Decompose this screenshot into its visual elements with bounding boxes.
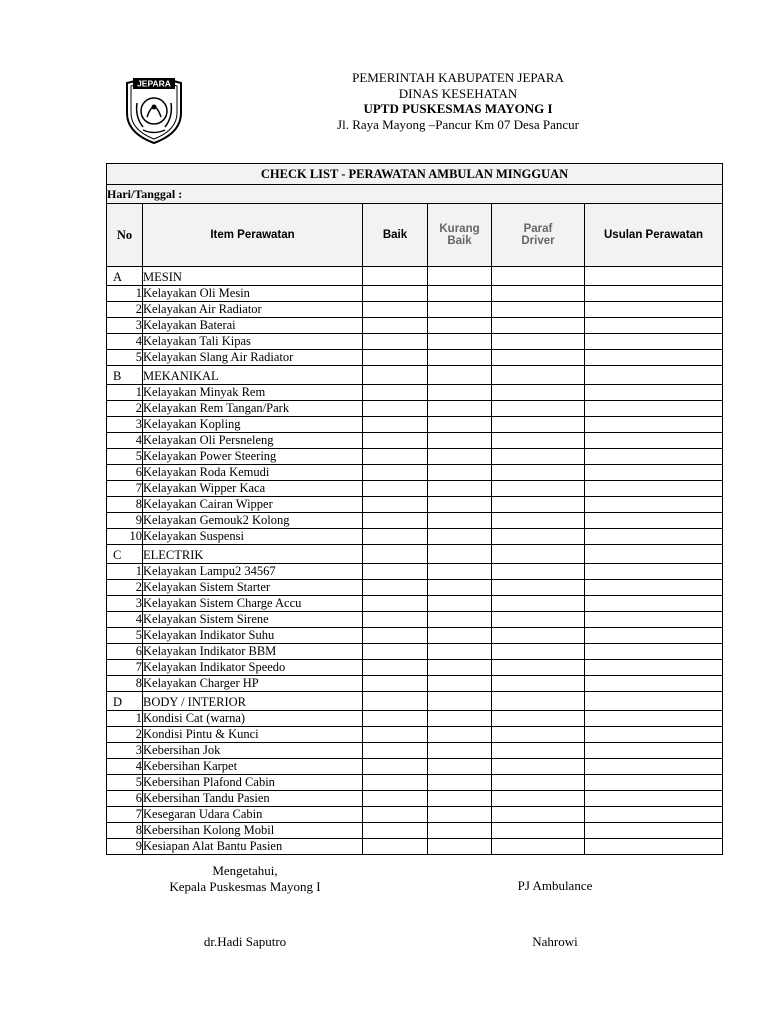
item-number: 5 bbox=[107, 449, 143, 465]
kurang-baik-check-cell[interactable] bbox=[428, 385, 492, 401]
blank-cell bbox=[363, 267, 428, 286]
usulan-perawatan-cell[interactable] bbox=[585, 727, 723, 743]
kurang-baik-check-cell[interactable] bbox=[428, 513, 492, 529]
baik-check-cell[interactable] bbox=[363, 660, 428, 676]
usulan-perawatan-cell[interactable] bbox=[585, 385, 723, 401]
paraf-driver-cell[interactable] bbox=[492, 433, 585, 449]
kurang-baik-check-cell[interactable] bbox=[428, 286, 492, 302]
signature-left bbox=[150, 863, 340, 894]
blank-cell bbox=[585, 692, 723, 711]
svg-text:JEPARA: JEPARA bbox=[137, 78, 171, 89]
item-number: 10 bbox=[107, 529, 143, 545]
table-row bbox=[107, 529, 723, 545]
paraf-driver-cell[interactable] bbox=[492, 644, 585, 660]
usulan-perawatan-cell[interactable] bbox=[585, 580, 723, 596]
paraf-driver-cell[interactable] bbox=[492, 580, 585, 596]
table-row bbox=[107, 580, 723, 596]
item-number: 5 bbox=[107, 775, 143, 791]
kurang-baik-check-cell[interactable] bbox=[428, 401, 492, 417]
column-header-usulan: Usulan Perawatan bbox=[585, 204, 723, 267]
table-row bbox=[107, 334, 723, 350]
paraf-driver-cell[interactable] bbox=[492, 596, 585, 612]
table-row bbox=[107, 286, 723, 302]
item-number: 9 bbox=[107, 513, 143, 529]
usulan-perawatan-cell[interactable] bbox=[585, 612, 723, 628]
baik-check-cell[interactable] bbox=[363, 644, 428, 660]
baik-check-cell[interactable] bbox=[363, 513, 428, 529]
item-label: Kelayakan Slang Air Radiator bbox=[143, 350, 363, 366]
paraf-driver-cell[interactable] bbox=[492, 727, 585, 743]
item-label: Kelayakan Lampu2 34567 bbox=[143, 564, 363, 580]
usulan-perawatan-cell[interactable] bbox=[585, 676, 723, 692]
blank-cell bbox=[363, 545, 428, 564]
signature-right-name: Nahrowi bbox=[532, 934, 578, 949]
blank-cell bbox=[492, 692, 585, 711]
usulan-perawatan-cell[interactable] bbox=[585, 759, 723, 775]
usulan-perawatan-cell[interactable] bbox=[585, 401, 723, 417]
table-row bbox=[107, 791, 723, 807]
usulan-perawatan-cell[interactable] bbox=[585, 791, 723, 807]
usulan-perawatan-cell[interactable] bbox=[585, 334, 723, 350]
item-number: 1 bbox=[107, 286, 143, 302]
item-number: 1 bbox=[107, 564, 143, 580]
baik-check-cell[interactable] bbox=[363, 628, 428, 644]
item-label: Kebersihan Plafond Cabin bbox=[143, 775, 363, 791]
usulan-perawatan-cell[interactable] bbox=[585, 660, 723, 676]
section-name: MESIN bbox=[143, 267, 363, 286]
paraf-driver-cell[interactable] bbox=[492, 807, 585, 823]
item-number: 8 bbox=[107, 676, 143, 692]
section-code: B bbox=[107, 366, 143, 385]
paraf-driver-cell[interactable] bbox=[492, 529, 585, 545]
kurang-baik-check-cell[interactable] bbox=[428, 791, 492, 807]
usulan-perawatan-cell[interactable] bbox=[585, 711, 723, 727]
item-label: Kelayakan Roda Kemudi bbox=[143, 465, 363, 481]
table-row bbox=[107, 727, 723, 743]
baik-check-cell[interactable] bbox=[363, 823, 428, 839]
baik-check-cell[interactable] bbox=[363, 318, 428, 334]
baik-check-cell[interactable] bbox=[363, 417, 428, 433]
usulan-perawatan-cell[interactable] bbox=[585, 596, 723, 612]
table-row bbox=[107, 318, 723, 334]
item-number: 3 bbox=[107, 743, 143, 759]
date-label: Hari/Tanggal : bbox=[107, 185, 723, 204]
column-header-row bbox=[107, 204, 723, 267]
kurang-baik-check-cell[interactable] bbox=[428, 676, 492, 692]
paraf-driver-cell[interactable] bbox=[492, 318, 585, 334]
kurang-baik-check-cell[interactable] bbox=[428, 564, 492, 580]
item-label: Kelayakan Wipper Kaca bbox=[143, 481, 363, 497]
paraf-driver-cell[interactable] bbox=[492, 759, 585, 775]
kurang-baik-check-cell[interactable] bbox=[428, 807, 492, 823]
kurang-baik-check-cell[interactable] bbox=[428, 433, 492, 449]
usulan-perawatan-cell[interactable] bbox=[585, 628, 723, 644]
table-row bbox=[107, 660, 723, 676]
kurang-baik-check-cell[interactable] bbox=[428, 743, 492, 759]
item-label: Kondisi Cat (warna) bbox=[143, 711, 363, 727]
date-row bbox=[107, 185, 723, 204]
item-label: Kelayakan Kopling bbox=[143, 417, 363, 433]
blank-cell bbox=[585, 267, 723, 286]
kurang-baik-check-cell[interactable] bbox=[428, 628, 492, 644]
usulan-perawatan-cell[interactable] bbox=[585, 839, 723, 855]
paraf-driver-cell[interactable] bbox=[492, 676, 585, 692]
baik-check-cell[interactable] bbox=[363, 481, 428, 497]
table-row bbox=[107, 612, 723, 628]
baik-check-cell[interactable] bbox=[363, 385, 428, 401]
usulan-perawatan-cell[interactable] bbox=[585, 775, 723, 791]
item-number: 6 bbox=[107, 644, 143, 660]
paraf-driver-cell[interactable] bbox=[492, 449, 585, 465]
table-row bbox=[107, 596, 723, 612]
table-row bbox=[107, 401, 723, 417]
baik-check-cell[interactable] bbox=[363, 775, 428, 791]
baik-check-cell[interactable] bbox=[363, 676, 428, 692]
table-row bbox=[107, 775, 723, 791]
section-name: ELECTRIK bbox=[143, 545, 363, 564]
blank-cell bbox=[428, 267, 492, 286]
usulan-perawatan-cell[interactable] bbox=[585, 481, 723, 497]
column-header-paraf-driver: Paraf Driver bbox=[492, 204, 585, 267]
usulan-perawatan-cell[interactable] bbox=[585, 564, 723, 580]
table-row bbox=[107, 513, 723, 529]
blank-cell bbox=[428, 692, 492, 711]
blank-cell bbox=[428, 545, 492, 564]
table-row bbox=[107, 711, 723, 727]
item-label: Kelayakan Gemouk2 Kolong bbox=[143, 513, 363, 529]
item-label: Kelayakan Tali Kipas bbox=[143, 334, 363, 350]
checklist-title: CHECK LIST - PERAWATAN AMBULAN MINGGUAN bbox=[107, 164, 723, 185]
table-row bbox=[107, 465, 723, 481]
paraf-driver-cell[interactable] bbox=[492, 612, 585, 628]
item-label: Kebersihan Tandu Pasien bbox=[143, 791, 363, 807]
paraf-driver-cell[interactable] bbox=[492, 302, 585, 318]
usulan-perawatan-cell[interactable] bbox=[585, 497, 723, 513]
section-name: MEKANIKAL bbox=[143, 366, 363, 385]
usulan-perawatan-cell[interactable] bbox=[585, 449, 723, 465]
kurang-baik-check-cell[interactable] bbox=[428, 660, 492, 676]
kurang-baik-check-cell[interactable] bbox=[428, 497, 492, 513]
table-row bbox=[107, 417, 723, 433]
table-row bbox=[107, 743, 723, 759]
kurang-baik-check-cell[interactable] bbox=[428, 839, 492, 855]
table-row bbox=[107, 644, 723, 660]
baik-check-cell[interactable] bbox=[363, 580, 428, 596]
paraf-driver-cell[interactable] bbox=[492, 465, 585, 481]
table-row bbox=[107, 385, 723, 401]
table-row bbox=[107, 497, 723, 513]
kurang-baik-check-cell[interactable] bbox=[428, 334, 492, 350]
usulan-perawatan-cell[interactable] bbox=[585, 644, 723, 660]
health-center-name: UPTD PUSKESMAS MAYONG I bbox=[363, 101, 553, 116]
acknowledged-label: Mengetahui, bbox=[212, 863, 278, 878]
item-label: Kelayakan Power Steering bbox=[143, 449, 363, 465]
paraf-driver-cell[interactable] bbox=[492, 628, 585, 644]
head-title: Kepala Puskesmas Mayong I bbox=[169, 878, 321, 894]
item-number: 3 bbox=[107, 318, 143, 334]
column-header-kurang-baik: Kurang Baik bbox=[428, 204, 492, 267]
table-row bbox=[107, 823, 723, 839]
paraf-driver-cell[interactable] bbox=[492, 564, 585, 580]
table-row bbox=[107, 449, 723, 465]
paraf-driver-cell[interactable] bbox=[492, 401, 585, 417]
baik-check-cell[interactable] bbox=[363, 433, 428, 449]
item-number: 2 bbox=[107, 727, 143, 743]
kurang-baik-check-cell[interactable] bbox=[428, 449, 492, 465]
blank-cell bbox=[428, 366, 492, 385]
usulan-perawatan-cell[interactable] bbox=[585, 302, 723, 318]
item-label: Kelayakan Oli Persneleng bbox=[143, 433, 363, 449]
baik-check-cell[interactable] bbox=[363, 302, 428, 318]
column-header-no: No bbox=[107, 204, 143, 267]
paraf-driver-cell[interactable] bbox=[492, 839, 585, 855]
usulan-perawatan-cell[interactable] bbox=[585, 433, 723, 449]
item-label: Kelayakan Indikator Speedo bbox=[143, 660, 363, 676]
paraf-driver-cell[interactable] bbox=[492, 791, 585, 807]
baik-check-cell[interactable] bbox=[363, 350, 428, 366]
usulan-perawatan-cell[interactable] bbox=[585, 529, 723, 545]
column-header-item: Item Perawatan bbox=[143, 204, 363, 267]
baik-check-cell[interactable] bbox=[363, 596, 428, 612]
paraf-driver-cell[interactable] bbox=[492, 823, 585, 839]
item-label: Kesegaran Udara Cabin bbox=[143, 807, 363, 823]
baik-check-cell[interactable] bbox=[363, 727, 428, 743]
blank-cell bbox=[585, 545, 723, 564]
kurang-baik-check-cell[interactable] bbox=[428, 711, 492, 727]
item-label: Kondisi Pintu & Kunci bbox=[143, 727, 363, 743]
item-label: Kebersihan Jok bbox=[143, 743, 363, 759]
kurang-baik-check-cell[interactable] bbox=[428, 481, 492, 497]
usulan-perawatan-cell[interactable] bbox=[585, 807, 723, 823]
paraf-driver-cell[interactable] bbox=[492, 417, 585, 433]
item-number: 7 bbox=[107, 807, 143, 823]
table-row bbox=[107, 302, 723, 318]
paraf-driver-cell[interactable] bbox=[492, 497, 585, 513]
kurang-baik-check-cell[interactable] bbox=[428, 580, 492, 596]
kurang-baik-check-cell[interactable] bbox=[428, 417, 492, 433]
item-number: 3 bbox=[107, 417, 143, 433]
item-label: Kelayakan Indikator Suhu bbox=[143, 628, 363, 644]
item-number: 4 bbox=[107, 612, 143, 628]
letterhead bbox=[260, 70, 656, 132]
usulan-perawatan-cell[interactable] bbox=[585, 286, 723, 302]
checklist-title-row bbox=[107, 164, 723, 185]
blank-cell bbox=[363, 692, 428, 711]
item-label: Kelayakan Sistem Charge Accu bbox=[143, 596, 363, 612]
item-number: 4 bbox=[107, 433, 143, 449]
section-code: C bbox=[107, 545, 143, 564]
table-row bbox=[107, 350, 723, 366]
item-number: 4 bbox=[107, 759, 143, 775]
blank-cell bbox=[492, 545, 585, 564]
item-number: 7 bbox=[107, 660, 143, 676]
item-number: 3 bbox=[107, 596, 143, 612]
paraf-driver-cell[interactable] bbox=[492, 385, 585, 401]
section-row bbox=[107, 545, 723, 564]
item-label: Kelayakan Indikator BBM bbox=[143, 644, 363, 660]
address: Jl. Raya Mayong –Pancur Km 07 Desa Pancur bbox=[337, 116, 579, 132]
item-label: Kelayakan Charger HP bbox=[143, 676, 363, 692]
usulan-perawatan-cell[interactable] bbox=[585, 417, 723, 433]
paraf-driver-cell[interactable] bbox=[492, 743, 585, 759]
baik-check-cell[interactable] bbox=[363, 401, 428, 417]
section-code: A bbox=[107, 267, 143, 286]
baik-check-cell[interactable] bbox=[363, 449, 428, 465]
signature-right bbox=[480, 878, 630, 894]
item-number: 6 bbox=[107, 791, 143, 807]
baik-check-cell[interactable] bbox=[363, 759, 428, 775]
department-name: DINAS KESEHATAN bbox=[398, 85, 518, 101]
baik-check-cell[interactable] bbox=[363, 807, 428, 823]
pj-title: PJ Ambulance bbox=[517, 878, 593, 893]
item-label: Kelayakan Sistem Sirene bbox=[143, 612, 363, 628]
paraf-driver-cell[interactable] bbox=[492, 711, 585, 727]
item-number: 1 bbox=[107, 385, 143, 401]
kurang-baik-check-cell[interactable] bbox=[428, 644, 492, 660]
kurang-baik-check-cell[interactable] bbox=[428, 759, 492, 775]
item-number: 9 bbox=[107, 839, 143, 855]
paraf-driver-cell[interactable] bbox=[492, 513, 585, 529]
table-row bbox=[107, 564, 723, 580]
item-number: 1 bbox=[107, 711, 143, 727]
signature-left-name: dr.Hadi Saputro bbox=[203, 934, 287, 949]
item-label: Kesiapan Alat Bantu Pasien bbox=[143, 839, 363, 855]
item-label: Kelayakan Baterai bbox=[143, 318, 363, 334]
kurang-baik-check-cell[interactable] bbox=[428, 775, 492, 791]
item-number: 8 bbox=[107, 497, 143, 513]
section-code: D bbox=[107, 692, 143, 711]
item-number: 8 bbox=[107, 823, 143, 839]
baik-check-cell[interactable] bbox=[363, 497, 428, 513]
kurang-baik-check-cell[interactable] bbox=[428, 529, 492, 545]
blank-cell bbox=[492, 267, 585, 286]
table-row bbox=[107, 759, 723, 775]
kurang-baik-check-cell[interactable] bbox=[428, 465, 492, 481]
item-label: Kelayakan Suspensi bbox=[143, 529, 363, 545]
baik-check-cell[interactable] bbox=[363, 529, 428, 545]
usulan-perawatan-cell[interactable] bbox=[585, 513, 723, 529]
baik-check-cell[interactable] bbox=[363, 612, 428, 628]
government-name: PEMERINTAH KABUPATEN JEPARA bbox=[352, 70, 564, 85]
kurang-baik-check-cell[interactable] bbox=[428, 302, 492, 318]
item-number: 2 bbox=[107, 302, 143, 318]
item-label: Kelayakan Cairan Wipper bbox=[143, 497, 363, 513]
jepara-emblem-logo bbox=[121, 73, 187, 145]
item-label: Kelayakan Air Radiator bbox=[143, 302, 363, 318]
item-label: Kebersihan Karpet bbox=[143, 759, 363, 775]
kurang-baik-check-cell[interactable] bbox=[428, 612, 492, 628]
paraf-driver-cell[interactable] bbox=[492, 334, 585, 350]
usulan-perawatan-cell[interactable] bbox=[585, 318, 723, 334]
table-row bbox=[107, 839, 723, 855]
table-row bbox=[107, 676, 723, 692]
kurang-baik-check-cell[interactable] bbox=[428, 318, 492, 334]
kurang-baik-check-cell[interactable] bbox=[428, 596, 492, 612]
paraf-driver-cell[interactable] bbox=[492, 660, 585, 676]
item-number: 6 bbox=[107, 465, 143, 481]
baik-check-cell[interactable] bbox=[363, 564, 428, 580]
section-name: BODY / INTERIOR bbox=[143, 692, 363, 711]
item-label: Kebersihan Kolong Mobil bbox=[143, 823, 363, 839]
item-label: Kelayakan Minyak Rem bbox=[143, 385, 363, 401]
paraf-driver-cell[interactable] bbox=[492, 350, 585, 366]
usulan-perawatan-cell[interactable] bbox=[585, 823, 723, 839]
usulan-perawatan-cell[interactable] bbox=[585, 350, 723, 366]
section-row bbox=[107, 366, 723, 385]
item-number: 2 bbox=[107, 580, 143, 596]
blank-cell bbox=[363, 366, 428, 385]
baik-check-cell[interactable] bbox=[363, 839, 428, 855]
item-label: Kelayakan Rem Tangan/Park bbox=[143, 401, 363, 417]
item-number: 4 bbox=[107, 334, 143, 350]
paraf-driver-cell[interactable] bbox=[492, 286, 585, 302]
item-number: 5 bbox=[107, 350, 143, 366]
section-row bbox=[107, 267, 723, 286]
table-row bbox=[107, 807, 723, 823]
item-label: Kelayakan Sistem Starter bbox=[143, 580, 363, 596]
item-number: 2 bbox=[107, 401, 143, 417]
column-header-baik: Baik bbox=[363, 204, 428, 267]
baik-check-cell[interactable] bbox=[363, 286, 428, 302]
checklist-table bbox=[106, 163, 723, 855]
baik-check-cell[interactable] bbox=[363, 791, 428, 807]
item-number: 7 bbox=[107, 481, 143, 497]
item-label: Kelayakan Oli Mesin bbox=[143, 286, 363, 302]
table-row bbox=[107, 481, 723, 497]
baik-check-cell[interactable] bbox=[363, 465, 428, 481]
table-row bbox=[107, 628, 723, 644]
kurang-baik-check-cell[interactable] bbox=[428, 727, 492, 743]
baik-check-cell[interactable] bbox=[363, 743, 428, 759]
usulan-perawatan-cell[interactable] bbox=[585, 465, 723, 481]
paraf-driver-cell[interactable] bbox=[492, 481, 585, 497]
kurang-baik-check-cell[interactable] bbox=[428, 823, 492, 839]
usulan-perawatan-cell[interactable] bbox=[585, 743, 723, 759]
paraf-driver-cell[interactable] bbox=[492, 775, 585, 791]
baik-check-cell[interactable] bbox=[363, 711, 428, 727]
table-row bbox=[107, 433, 723, 449]
section-row bbox=[107, 692, 723, 711]
kurang-baik-check-cell[interactable] bbox=[428, 350, 492, 366]
blank-cell bbox=[492, 366, 585, 385]
blank-cell bbox=[585, 366, 723, 385]
item-number: 5 bbox=[107, 628, 143, 644]
baik-check-cell[interactable] bbox=[363, 334, 428, 350]
